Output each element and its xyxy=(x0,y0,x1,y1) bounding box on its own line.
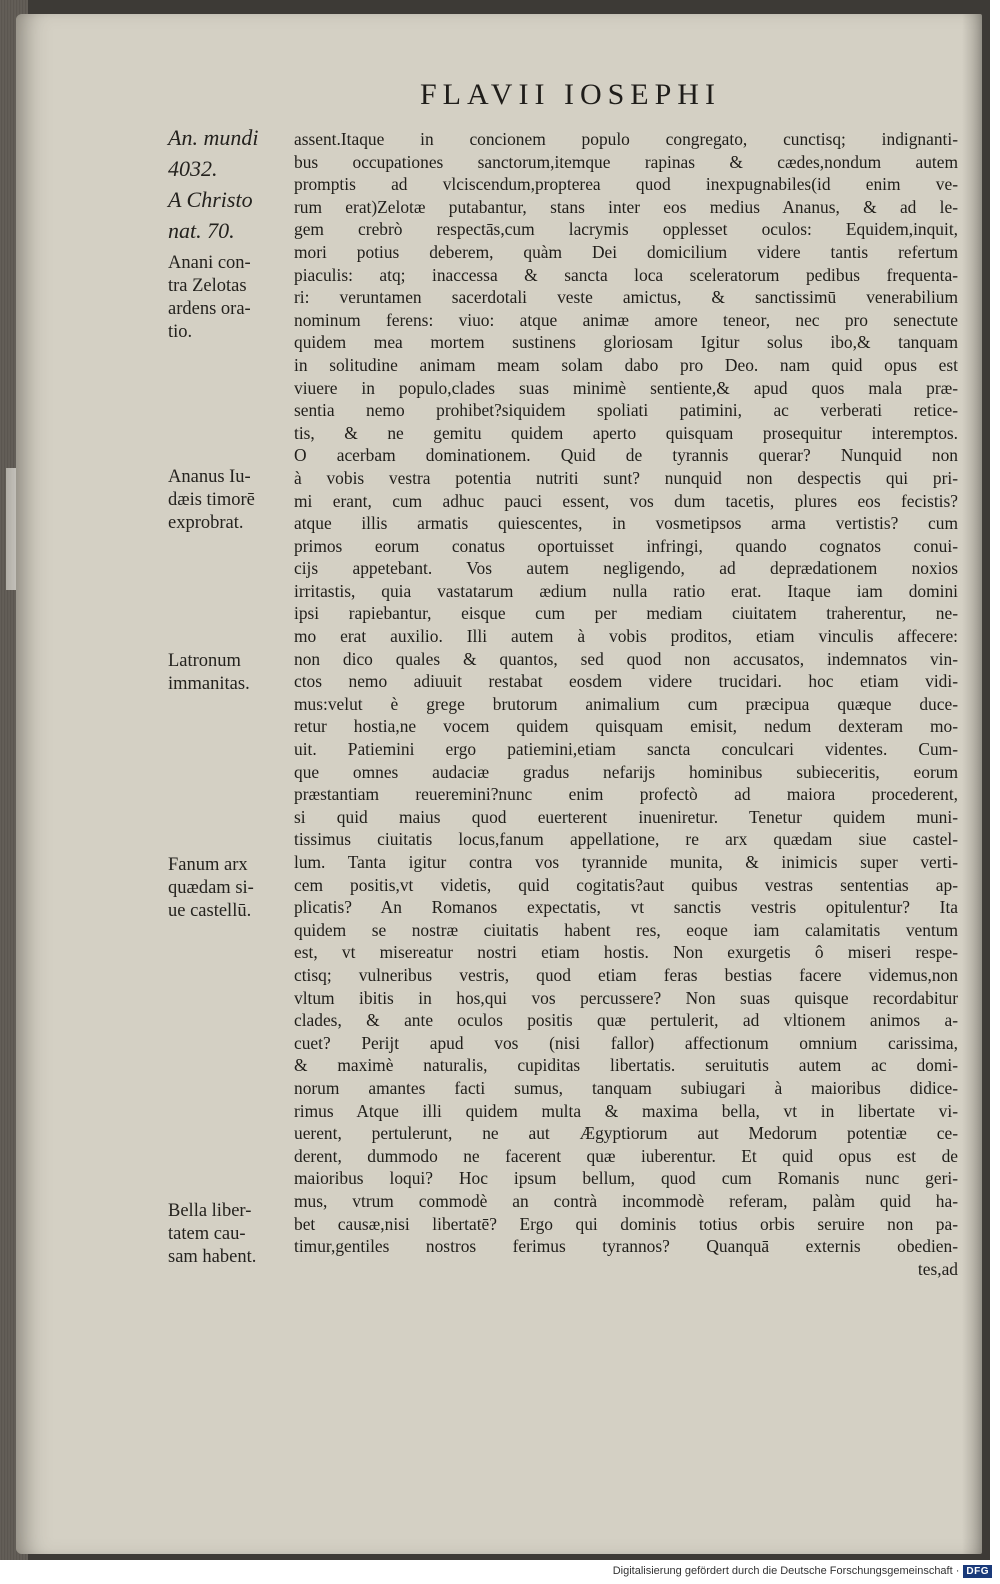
text-line: rum erat)Zelotæ putabantur, stans inter eos medius Ananus, & ad le- xyxy=(294,196,958,217)
running-header xyxy=(420,78,840,118)
text-line: est, vt misereatur nostri etiam hostis. Non exurgetis ô miseri respe- xyxy=(294,942,958,963)
text-line: tis, & ne gemitu quidem aperto quisquam prosequitur interemptos. xyxy=(294,422,958,443)
catchword: tes,ad xyxy=(917,1258,958,1279)
text-line: tissimus ciuitatis locus,fanum appellatione, re arx quædam siue castel- xyxy=(294,829,958,850)
text-line: lum. Tanta igitur contra vos tyrannide munita, & inimicis super verti- xyxy=(294,852,958,872)
margin-note-anani: Anani con- tra Zelotas ardens ora- tio. xyxy=(168,253,251,342)
margin-note-fanum: Fanum arx quædam si- ue castellū. xyxy=(168,855,254,921)
text-line: mo erat auxilio. Illi autem à vobis proditos, etiam vinculis affecere: xyxy=(294,626,958,647)
text-line: quidem mea mortem sustinens gloriosam Igitur solus ibo,& tanquam xyxy=(294,332,958,353)
text-line: in solitudine animam meam solam dabo pro Deo. nam quid opus est xyxy=(294,354,958,375)
text-line: & maximè naturalis, cupiditas libertatis. seruitutis autem ac domi- xyxy=(294,1055,958,1076)
text-line: O acerbam dominationem. Quid de tyrannis querar? Nunquid non xyxy=(294,445,958,466)
text-line: nominum ferens: viuo: atque animæ amore teneor, nec pro senectute xyxy=(294,309,958,330)
text-line: timur,gentiles nostros ferimus tyrannos? Quanquā externis obedien- xyxy=(294,1236,958,1257)
text-line: vltum ibitis in hos,qui vos percussere? Non suas quisque recordabitur xyxy=(294,987,958,1008)
text-line: gem crebrò respectās,cum lacrymis opplesset oculos: Equidem,inquit, xyxy=(294,219,958,240)
text-line: bus occupationes sanctorum,itemque rapinas & cædes,nondum autem xyxy=(294,151,958,172)
dfg-logo-icon: DFG xyxy=(963,1565,992,1578)
text-line: uit. Patiemini ergo patiemini,etiam sancta conculcari videntes. Cum- xyxy=(294,739,958,760)
text-line: mori potius deberem, quàm Dei domicilium videre tantis refertum xyxy=(294,241,958,262)
text-line: irritastis, quia vastatarum ædium nulla ratio erat. Itaque iam domini xyxy=(294,580,958,601)
text-line: ctos nemo adiuuit restabat eosdem videre trucidari. hoc etiam vidi- xyxy=(294,671,958,692)
text-line: rimus Atque illi quidem multa & maxima bella, vt in libertate vi- xyxy=(294,1100,958,1121)
text-line: que omnes audaciæ gradus nefarijs hominibus subieceritis, eorum xyxy=(294,761,958,782)
running-header-title: FLAVII IOSEPHI xyxy=(420,78,721,111)
margin-note-bella: Bella liber- tatem cau- sam habent. xyxy=(168,1201,257,1267)
text-line: uerent, pertulerunt, ne aut Ægyptiorum aut Medorum potentiæ ce- xyxy=(294,1123,958,1144)
text-line: si quid maius quod euerterent inueniretur. Tenetur quidem muni- xyxy=(294,806,958,827)
text-line: cijs appetebant. Vos autem negligendo, ad deprædationem noxios xyxy=(294,558,958,579)
main-text-column xyxy=(294,128,958,1280)
text-line: plicatis? An Romanos expectatis, vt sanctis vestris opitulentur? Ita xyxy=(294,897,958,918)
text-line: ipsi rapiebantur, eisque cum per mediam ciuitatem traherentur, ne- xyxy=(294,603,958,624)
text-line: norum amantes facti sumus, tanquam subiugari à maioribus didice- xyxy=(294,1077,958,1098)
text-line: derent, dummodo ne facerent quæ iuberentur. Et quid opus est de xyxy=(294,1145,958,1166)
text-line: atque illis armatis quiescentes, in vosmetipsos arma vertistis? cum xyxy=(294,513,958,534)
text-line: viuere in populo,clades suas minimè sentiente,& apud quos mala præ- xyxy=(294,377,958,398)
text-line: non dico quales & quantos, sed quod non accusatos, indemnatos vin- xyxy=(294,648,958,669)
text-line: retur hostia,ne vocem quidem quisquam emisit, nedum dexteram mo- xyxy=(294,716,958,737)
text-line: mus:velut è grege brutorum animalium cum præcipua quæque duce- xyxy=(294,693,958,714)
text-line: promptis ad vlciscendum,propterea quod inexpugnabiles(id enim ve- xyxy=(294,174,958,195)
margin-note-chronology: An. mundi 4032. A Christo nat. 70. xyxy=(168,125,259,243)
text-line: clades, & ante oculos positis quæ pertulerit, ad vltionem animos a- xyxy=(294,1010,958,1031)
page-shadow xyxy=(962,14,982,1554)
text-line: cem positis,vt videtis, quid cogitatis?aut quibus vestras sententias ap- xyxy=(294,874,958,895)
digitization-footer xyxy=(613,1562,992,1580)
text-line: cuet? Perijt apud vos (nisi fallor) affectionum omnium carissima, xyxy=(294,1032,958,1053)
margin-note-latronum: Latronum immanitas. xyxy=(168,651,250,694)
text-line: præstantiam reueremini?nunc enim profectò ad maiora procederent, xyxy=(294,784,958,805)
text-line: piaculis: atq; inaccessa & sancta loca sceleratorum pedibus frequenta- xyxy=(294,264,958,285)
text-line: maioribus loqui? Hoc ipsum bellum, quod cum Romanis nunc geri- xyxy=(294,1168,958,1189)
text-line: mi erant, cum adhuc pauci essent, vos dum tacetis, plures eos fecistis? xyxy=(294,490,958,511)
text-line: ri: veruntamen sacerdotali veste amictus, & sanctissimū venerabilium xyxy=(294,287,958,308)
text-line: à vobis vestra potentia nutriti sunt? nunquid non despectis qui pri- xyxy=(294,467,958,488)
footer-credit: Digitalisierung gefördert durch die Deutsche Forschungsgemeinschaft · xyxy=(612,1565,960,1577)
text-line: mus, vtrum commodè an contrà incommodè referam, palàm quid ha- xyxy=(294,1190,958,1211)
text-line: quidem se nostræ ciuitatis habent res, eoque iam calamitatis ventum xyxy=(294,919,958,940)
text-line: ctisq; vulneribus vestris, quod etiam feras bestias facere videmus,non xyxy=(294,964,958,985)
margin-note-ananus: Ananus Iu- dæis timorē exprobrat. xyxy=(168,467,255,533)
text-line: assent.Itaque in concionem populo congregato, cunctisq; indignanti- xyxy=(294,129,958,149)
text-line: sentia nemo prohibet?siquidem spoliati patimini, ac verberati retice- xyxy=(294,400,958,421)
text-line: bet causæ,nisi libertatē? Ergo qui dominis totius orbis seruire non pa- xyxy=(294,1213,958,1234)
text-line: primos eorum conatus oportuisset infringi, quando cognatos conui- xyxy=(294,535,958,556)
